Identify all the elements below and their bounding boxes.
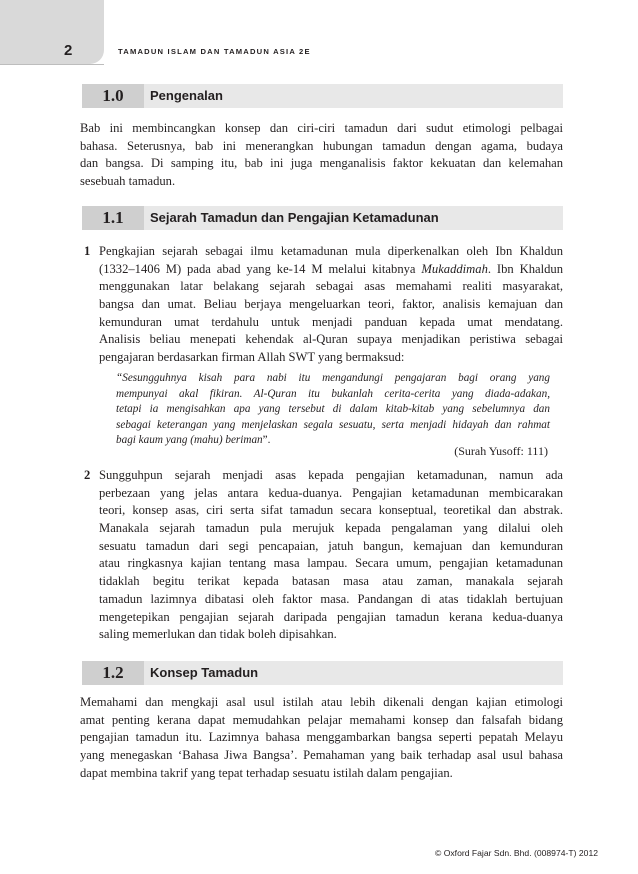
header-rule — [0, 64, 104, 65]
item-line: perbezaan yang jelas antara kedua-duanya. Pengajian ketamadunan membicarakan — [99, 485, 563, 500]
concept-line: amat penting kerana dapat memudahkan pelajar memahami konsep dan falsafah bidang — [80, 712, 563, 727]
item-line: mengetepikan pengajian sejarah daripada pengajian tamadun kerana kedua-duanya — [99, 609, 563, 624]
concept-line: Memahami dan mengkaji asal usul istilah atau lebih dikenali dengan kajian etimologi — [80, 695, 563, 709]
section-heading-1-0 — [82, 84, 563, 108]
concept-line: dapat membina takrif yang tepat terhadap sesuatu istilah dalam pengajian. — [80, 765, 453, 780]
quote-line: “Sesungguhnya kisah para nabi itu mengandungi pengajaran bagi orang yang — [116, 372, 550, 384]
item-line: Sungguhpun sejarah menjadi asas kepada pengajian ketamadunan, namun ada — [99, 468, 563, 482]
list-item-1 — [99, 243, 563, 367]
item-line-text: . Ibn Khaldun — [487, 261, 563, 276]
section-number: 1.0 — [82, 84, 144, 108]
list-number: 2 — [84, 468, 91, 482]
quran-quote — [116, 371, 550, 449]
section-title: Sejarah Tamadun dan Pengajian Ketamadunan — [150, 210, 439, 225]
item-line: Pengkajian sejarah sebagai ilmu ketamadunan mula diperkenalkan oleh Ibn Khaldun — [99, 244, 563, 258]
item-line: saling memerlukan dan tidak boleh dipisahkan. — [99, 627, 337, 642]
list-item-2 — [99, 467, 563, 644]
intro-line: bahasa. Seterusnya, bab ini menerangkan hubungan tamadun dengan agama, budaya — [80, 138, 563, 153]
header-corner-tab — [0, 0, 104, 64]
intro-line: dan bangsa. Di samping itu, bab ini juga menganalisis faktor kekuatan dan kelemahan — [80, 156, 563, 171]
concept-line: pengajian tamadun itu. Lazimnya bahasa menggambarkan bangsa seperti pepatah Melayu — [80, 730, 563, 745]
section-heading-1-2 — [82, 661, 563, 685]
item-line-with-title — [99, 261, 563, 279]
quote-line: tetapi ia mengisahkan apa yang tersebut di dalam kitab-kitab yang sebelumnya dan — [116, 403, 550, 416]
quote-line: sebagai keterangan yang menjelaskan segala sesuatu, serta menjadi hidayah dan rahmat — [116, 418, 550, 431]
item-line: Manakala sejarah tamadun pula merujuk kepada pengalaman yang dilalui oleh — [99, 521, 563, 536]
item-line: tamadun lazimnya dibatasi oleh faktor masa. Pandangan di atas tidaklah bertujuan — [99, 591, 563, 606]
section-heading-1-1 — [82, 206, 563, 230]
intro-line: Bab ini membincangkan konsep dan ciri-ciri tamadun dari sudut etimologi pelbagai — [80, 121, 563, 135]
item-line: bangsa dan umat. Beliau berjaya mengeluarkan teori, faktor, analisis kemajuan dan — [99, 297, 563, 312]
intro-paragraph — [80, 120, 563, 191]
item-line-text: (1332–1406 M) pada abad yang ke-14 M melalui kitabnya — [99, 261, 422, 276]
quote-line: bagi kaum yang (mahu) beriman — [116, 434, 263, 447]
section-number: 1.2 — [82, 661, 144, 685]
page-number: 2 — [64, 42, 73, 59]
quote-line: mempunyai akal fikiran. Al-Quran itu bukanlah cerita-cerita yang diada-adakan, — [116, 387, 550, 400]
item-line: atau ringkasnya kajian tentang masa lampau. Secara umum, pengajian ketamadunan — [99, 556, 563, 571]
quote-source: (Surah Yusoff: 111) — [454, 444, 548, 458]
quote-closing: ”. — [262, 434, 271, 447]
item-line: teori, konsep asas, ciri serta sifat tamadun secara konseptual, teoretikal dan abstrak. — [99, 503, 563, 518]
book-title: Mukaddimah — [421, 261, 488, 276]
list-number: 1 — [84, 244, 91, 258]
item-line: sesuatu tamadun dari segi pencapaian, jatuh bangun, kemajuan dan kemunduran — [99, 538, 563, 553]
concept-line: yang menegaskan ‘Bahasa Jiwa Bangsa’. Pemahaman yang baik terhadap asal usul bahasa — [80, 748, 563, 763]
intro-line: sesebuah tamadun. — [80, 174, 176, 189]
section-title: Pengenalan — [150, 88, 223, 103]
item-line: pengajaran berdasarkan firman Allah SWT yang bermaksud: — [99, 350, 405, 365]
concept-paragraph — [80, 694, 563, 782]
item-line: kemunduran umat terdahulu untuk menjadi panduan kepada umat mendatang. — [99, 314, 563, 329]
running-head: TAMADUN ISLAM DAN TAMADUN ASIA 2E — [118, 47, 311, 56]
item-line: menggunakan latar belakang sejarah sebagai asas memahami realiti masyarakat, — [99, 279, 563, 294]
section-number: 1.1 — [82, 206, 144, 230]
item-line: tidaklah begitu terikat kepada batasan masa atau zaman, manakala sejarah — [99, 574, 563, 589]
section-title: Konsep Tamadun — [150, 665, 259, 680]
item-line: Analisis beliau menepati kehendak al-Quran supaya menjadikan peristiwa sebagai — [99, 332, 563, 347]
copyright-footer: © Oxford Fajar Sdn. Bhd. (008974-T) 2012 — [434, 848, 598, 858]
